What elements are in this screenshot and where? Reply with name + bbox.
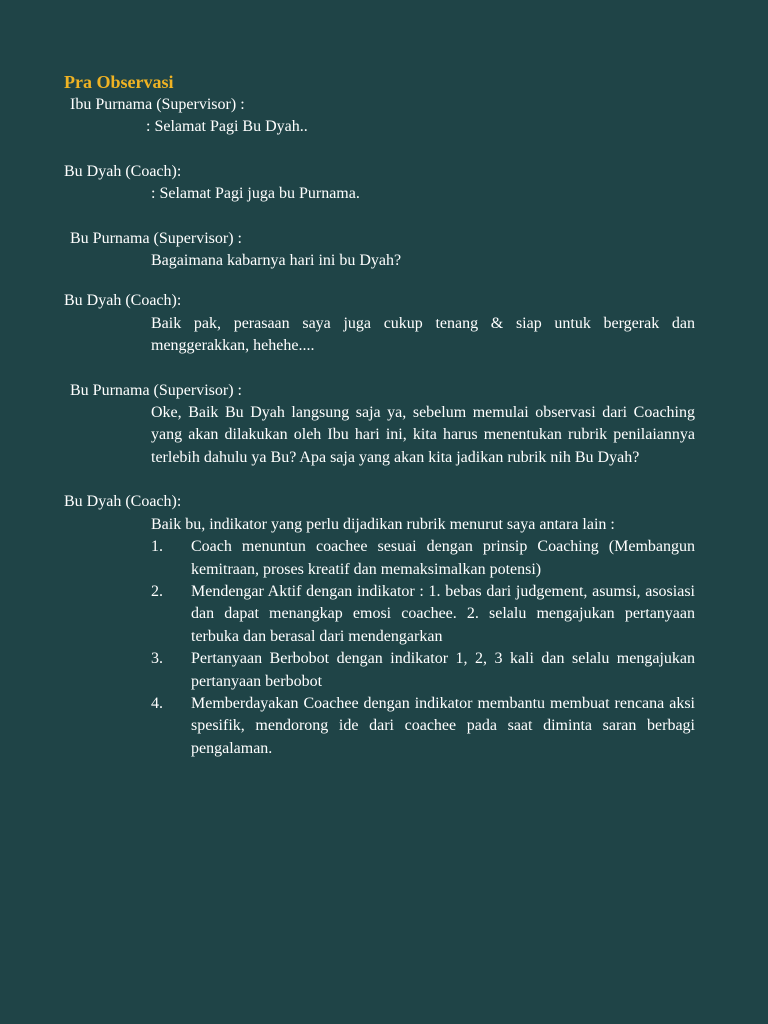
list-item-number: 1. [151,538,163,556]
speech-text: : Selamat Pagi Bu Dyah.. [146,118,308,136]
speaker-label: Ibu Purnama (Supervisor) : [70,96,245,113]
speech-text: Bagaimana kabarnya hari ini bu Dyah? [151,252,402,270]
list-item-text: Coach menuntun coachee sesuai dengan prinsip Coaching (Membangun kemitraan, proses kreatif dan memaksimalkan potensi) [191,538,695,578]
list-item [151,536,695,581]
speaker-label: Bu Dyah (Coach): [64,162,182,180]
list-item-number: 4. [151,694,163,712]
list-item [151,581,695,648]
spacer [64,358,695,380]
spacer [64,139,695,161]
spacer [64,469,695,491]
speaker-label: Bu Dyah (Coach): [64,493,182,511]
list-item [151,648,695,693]
list-item-text: Mendengar Aktif dengan indikator : 1. bebas dari judgement, asumsi, asosiasi dan dapat menangkap emosi coachee. 2. selalu mengajukan pertanyaan terbuka dan berasal dari mendengarkan [191,582,695,645]
speech-text: Baik bu, indikator yang perlu dijadikan rubrik menurut saya antara lain : [151,515,615,533]
list-item-number: 2. [151,582,163,600]
spacer [64,206,695,228]
indicator-list [151,536,695,760]
speech-text: : Selamat Pagi juga bu Purnama. [151,185,360,203]
list-item-text: Pertanyaan Berbobot dengan indikator 1, 2, 3 kali dan selalu mengajukan pertanyaan berbobot [191,650,695,690]
list-item-number: 3. [151,650,163,668]
speaker-label: Bu Purnama (Supervisor) : [70,381,242,399]
speaker-label: Bu Purnama (Supervisor) : [70,229,242,247]
spacer [64,272,695,290]
speech-text: Oke, Baik Bu Dyah langsung saja ya, sebelum memulai observasi dari Coaching yang akan dilakukan oleh Ibu hari ini, kita harus menentukan rubrik penilaiannya terlebih dahulu ya Bu? Apa saja yang akan kita jadikan rubrik nih Bu Dyah? [151,404,695,466]
list-item-text: Memberdayakan Coachee dengan indikator membantu membuat rencana aksi spesifik, mendorong ide dari coachee pada saat diminta saran berbagi pengalaman. [191,694,695,757]
speech-text: Baik pak, perasaan saya juga cukup tenang & siap untuk bergerak dan menggerakkan, hehehe.... [151,314,695,355]
speaker-label: Bu Dyah (Coach): [64,292,182,310]
list-item [151,693,695,760]
document-title: Pra Observasi [64,72,174,92]
